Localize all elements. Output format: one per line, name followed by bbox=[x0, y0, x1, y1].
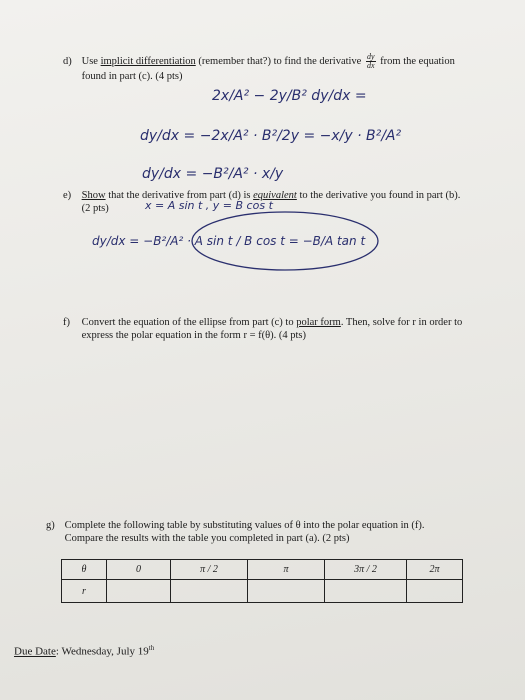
table-cell: 3π / 2 bbox=[325, 560, 407, 580]
table-row-r bbox=[62, 580, 463, 603]
table-cell[interactable] bbox=[171, 580, 248, 603]
show-word: Show bbox=[81, 190, 106, 201]
due-date bbox=[14, 644, 154, 658]
question-e-text-end: to the derivative you found in part (b). bbox=[299, 190, 461, 201]
table-cell[interactable] bbox=[407, 580, 463, 603]
handwriting-d-line1: 2x/A² − 2y/B² dy/dx = bbox=[212, 88, 367, 104]
handwriting-d-line3: dy/dx = −B²/A² · x/y bbox=[142, 166, 284, 182]
equivalent-word: equivalent bbox=[253, 190, 297, 201]
question-d bbox=[63, 53, 503, 83]
question-g-line2: Compare the results with the table you completed in part (a). (2 pts) bbox=[64, 533, 350, 544]
implicit-differentiation-link: implicit differentiation bbox=[100, 55, 196, 67]
question-d-line2: found in part (c). (4 pts) bbox=[81, 71, 183, 82]
polar-form-word: polar form bbox=[296, 317, 341, 328]
dy-dx-fraction bbox=[366, 53, 376, 70]
due-date-suffix: th bbox=[148, 644, 155, 652]
due-date-label: Due Date bbox=[14, 645, 56, 658]
due-date-value: : Wednesday, July 19 bbox=[55, 645, 149, 658]
question-g-label: g) bbox=[46, 520, 55, 531]
table-cell[interactable] bbox=[325, 580, 407, 603]
question-e-points: (2 pts) bbox=[81, 203, 109, 214]
handwriting-e-equation: dy/dx = −B²/A² · A sin t / B cos t = −B/A tan t bbox=[92, 234, 366, 248]
question-f bbox=[63, 316, 503, 342]
question-g-line1: Complete the following table by substituting values of θ into the polar equation in (f). bbox=[64, 520, 425, 531]
table-cell: r bbox=[62, 580, 107, 603]
dy-dx-numerator: dy bbox=[366, 52, 375, 61]
question-e bbox=[63, 189, 503, 215]
question-f-label: f) bbox=[63, 317, 70, 328]
question-f-line2: express the polar equation in the form r = f(θ). (4 pts) bbox=[81, 330, 307, 341]
dy-dx-denominator: dx bbox=[366, 61, 375, 70]
question-d-text-mid: (remember that?) to find the derivative bbox=[198, 55, 362, 67]
handwriting-d-line2: dy/dx = −2x/A² · B²/2y = −x/y · B²/A² bbox=[140, 128, 402, 144]
polar-values-table bbox=[61, 559, 463, 603]
table-cell: 0 bbox=[107, 560, 171, 580]
question-e-label: e) bbox=[63, 190, 72, 201]
question-f-text-start: Convert the equation of the ellipse from part (c) to bbox=[81, 317, 294, 328]
question-d-label: d) bbox=[63, 55, 72, 67]
question-d-text-end: from the equation bbox=[380, 55, 455, 67]
question-g bbox=[46, 519, 506, 545]
table-row-theta bbox=[62, 560, 463, 580]
table-cell[interactable] bbox=[248, 580, 325, 603]
question-d-text-start: Use bbox=[81, 55, 98, 67]
table-cell: π / 2 bbox=[171, 560, 248, 580]
table-cell: 2π bbox=[407, 560, 463, 580]
table-cell[interactable] bbox=[107, 580, 171, 603]
question-f-text-end: . Then, solve for r in order to bbox=[340, 317, 463, 328]
question-e-text-mid: that the derivative from part (d) is bbox=[108, 190, 251, 201]
table-cell: π bbox=[248, 560, 325, 580]
table-cell: θ bbox=[62, 560, 107, 580]
handwriting-e-param: x = A sin t , y = B cos t bbox=[145, 199, 273, 212]
